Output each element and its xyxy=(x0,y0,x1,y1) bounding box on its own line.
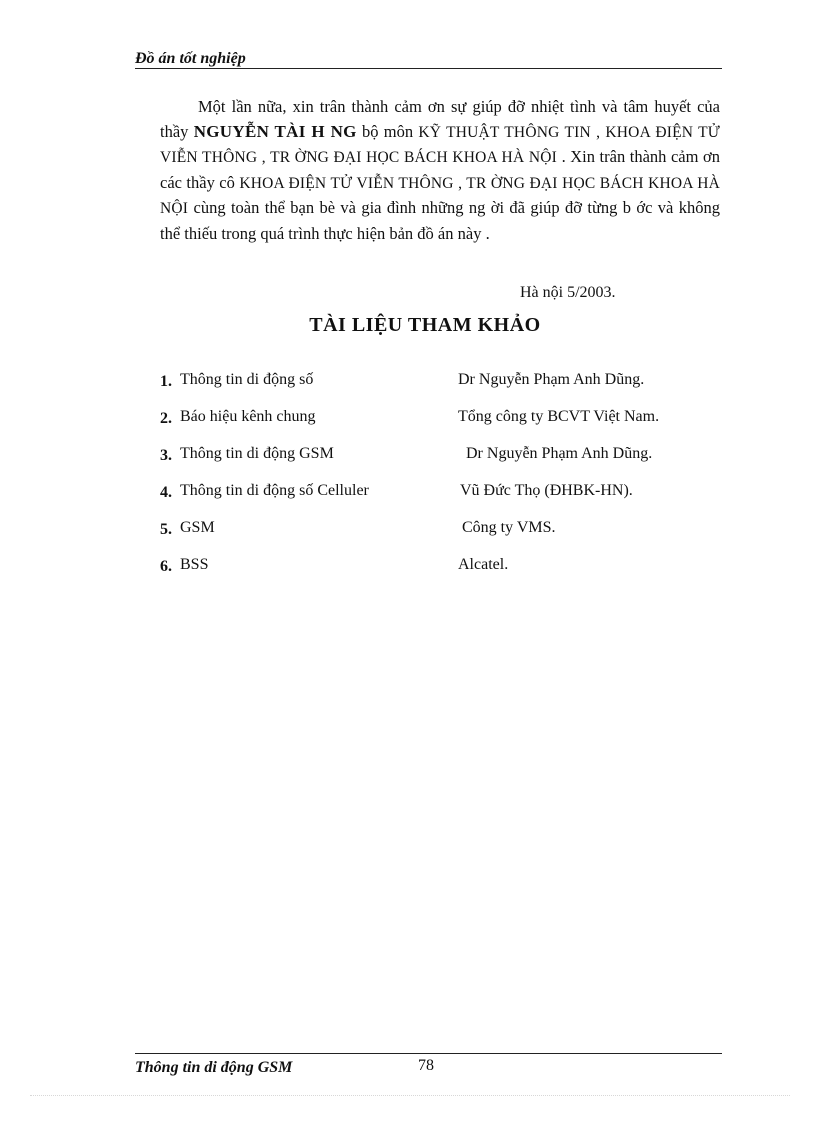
reference-item xyxy=(160,518,740,555)
reference-title: Báo hiệu kênh chung xyxy=(180,408,316,425)
reference-title: Thông tin di động số xyxy=(180,371,314,388)
reference-number: 4. xyxy=(160,484,172,501)
acknowledgement-paragraph xyxy=(160,95,720,246)
reference-author: Tổng công ty BCVT Việt Nam. xyxy=(458,408,660,425)
reference-title: Thông tin di động GSM xyxy=(180,445,334,462)
page-number: 78 xyxy=(418,1057,434,1074)
body-text-3: . Xin trân thành cảm ơn các thầy cô xyxy=(160,147,720,192)
reference-author: Công ty VMS. xyxy=(462,519,556,536)
department-name-2: KHOA ĐIỆN TỬ VIỄN THÔNG , TR ỜNG ĐẠI HỌC BÁCH KHOA HÀ NỘI xyxy=(160,174,721,217)
reference-item xyxy=(160,407,740,444)
reference-author: Dr Nguyễn Phạm Anh Dũng. xyxy=(466,445,653,462)
reference-number: 2. xyxy=(160,410,172,427)
body-text-2: bộ môn xyxy=(356,121,419,141)
page-edge-divider xyxy=(30,1095,790,1096)
reference-title: Thông tin di động số Celluler xyxy=(180,482,369,499)
reference-number: 3. xyxy=(160,447,172,464)
reference-title: BSS xyxy=(180,556,209,573)
reference-title: GSM xyxy=(180,519,215,536)
page-header xyxy=(135,50,722,69)
reference-author: Dr Nguyễn Phạm Anh Dũng. xyxy=(458,371,645,388)
reference-item xyxy=(160,370,740,407)
header-title: Đồ án tốt nghiệp xyxy=(135,50,246,67)
department-name-1: KỸ THUẬT THÔNG TIN , KHOA ĐIỆN TỬ VIỄN THÔNG , TR ỜNG ĐẠI HỌC BÁCH KHOA HÀ NỘI xyxy=(160,123,720,166)
body-text-4: cùng toàn thể bạn bè và gia đình những ng ời đã giúp đỡ từng b ớc và không thể thiếu trong quá trình thực hiện bản đồ án này . xyxy=(160,198,720,243)
references-list xyxy=(160,370,740,592)
reference-number: 6. xyxy=(160,558,172,575)
date-signature: Hà nội 5/2003. xyxy=(520,284,616,301)
page-footer xyxy=(135,1053,722,1080)
reference-item xyxy=(160,444,740,481)
reference-author: Alcatel. xyxy=(458,556,509,573)
body-text-1: Một lần nữa, xin trân thành cảm ơn sự giúp đỡ nhiệt tình và tâm huyết của thầy xyxy=(160,97,720,141)
teacher-name: NGUYỄN TÀI H NG xyxy=(193,121,357,141)
reference-author: Vũ Đức Thọ (ĐHBK-HN). xyxy=(460,482,633,499)
reference-number: 5. xyxy=(160,521,172,538)
reference-item xyxy=(160,481,740,518)
reference-item xyxy=(160,555,740,592)
footer-title: Thông tin di động GSM xyxy=(135,1059,293,1076)
references-title: TÀI LIỆU THAM KHẢO xyxy=(309,314,541,336)
reference-number: 1. xyxy=(160,373,172,390)
